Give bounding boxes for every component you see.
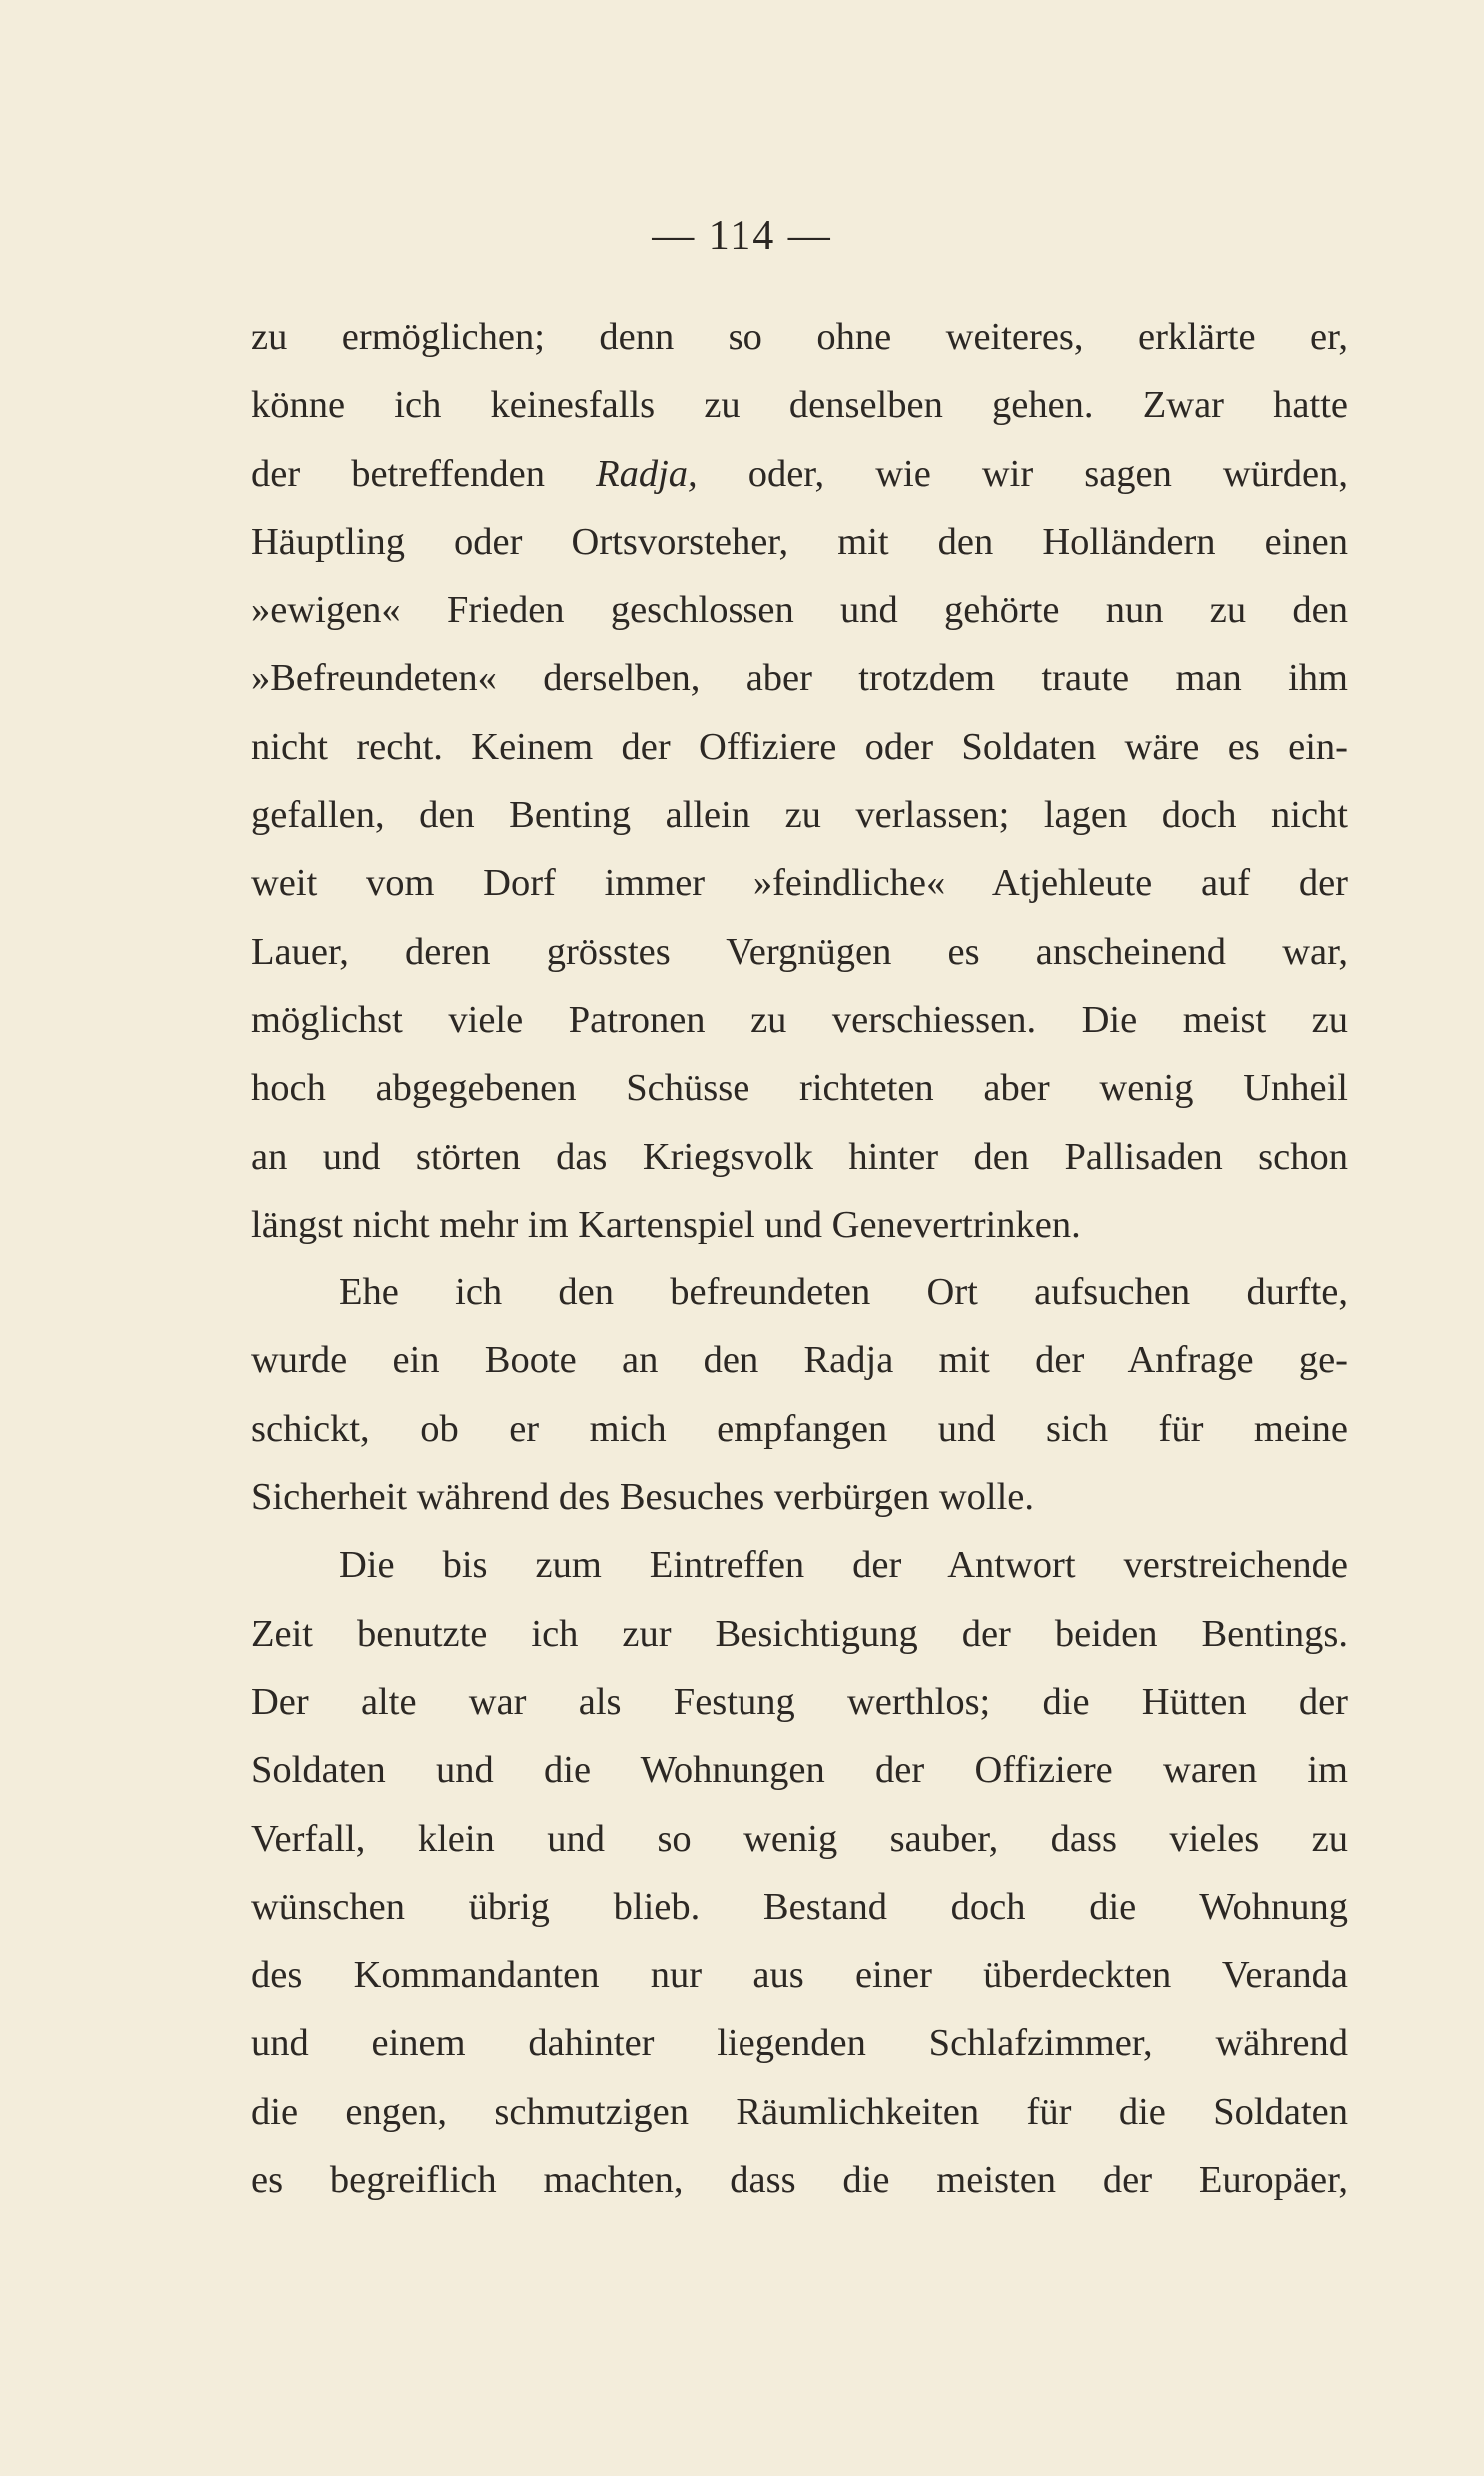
text-line: weit vom Dorf immer »feindliche« Atjehleute auf der xyxy=(251,862,1348,905)
text-line: Der alte war als Festung werthlos; die Hütten der xyxy=(251,1680,1348,1723)
text-line: Verfall, klein und so wenig sauber, dass vieles zu xyxy=(251,1817,1348,1860)
text-line: Ehe ich den befreundeten Ort aufsuchen durfte, xyxy=(339,1271,1348,1314)
text-line: Zeit benutzte ich zur Besichtigung der beiden Bentings. xyxy=(251,1612,1348,1655)
text-line: der betreffenden Radja, oder, wie wir sagen würden, xyxy=(251,452,1348,495)
text-line: nicht recht. Keinem der Offiziere oder Soldaten wäre es ein- xyxy=(251,725,1348,768)
text-line: es begreiflich machten, dass die meisten der Europäer, xyxy=(251,2159,1348,2202)
text-line: des Kommandanten nur aus einer überdeckten Veranda xyxy=(251,1954,1348,1997)
text-line: könne ich keinesfalls zu denselben gehen. Zwar hatte xyxy=(251,384,1348,427)
text-line: Sicherheit während des Besuches verbürgen wolle. xyxy=(251,1476,1035,1519)
body-text xyxy=(251,303,1348,2214)
text-line: Soldaten und die Wohnungen der Offiziere waren im xyxy=(251,1749,1348,1792)
text-line: gefallen, den Benting allein zu verlassen; lagen doch nicht xyxy=(251,794,1348,837)
text-line: Häuptling oder Ortsvorsteher, mit den Holländern einen xyxy=(251,520,1348,563)
text-line: längst nicht mehr im Kartenspiel und Genevertrinken. xyxy=(251,1203,1081,1245)
text-line: schickt, ob er mich empfangen und sich für meine xyxy=(251,1407,1348,1450)
text-line: »ewigen« Frieden geschlossen und gehörte nun zu den xyxy=(251,589,1348,632)
emphasized-word: Radja, xyxy=(596,452,698,495)
text-line: wurde ein Boote an den Radja mit der Anfrage ge- xyxy=(251,1339,1348,1382)
text-line: möglichst viele Patronen zu verschiessen. Die meist zu xyxy=(251,998,1348,1041)
page-number: — 114 — xyxy=(652,213,832,259)
text-line: an und störten das Kriegsvolk hinter den Pallisaden schon xyxy=(251,1135,1348,1178)
text-line: hoch abgegebenen Schüsse richteten aber wenig Unheil xyxy=(251,1067,1348,1110)
text-line: Lauer, deren grösstes Vergnügen es anscheinend war, xyxy=(251,930,1348,973)
text-line: die engen, schmutzigen Räumlichkeiten für die Soldaten xyxy=(251,2090,1348,2133)
text-line: und einem dahinter liegenden Schlafzimmer, während xyxy=(251,2022,1348,2065)
text-line: wünschen übrig blieb. Bestand doch die Wohnung xyxy=(251,1885,1348,1928)
text-line: zu ermöglichen; denn so ohne weiteres, erklärte er, xyxy=(251,316,1348,358)
text-line: Die bis zum Eintreffen der Antwort verstreichende xyxy=(339,1544,1348,1587)
text-line: »Befreundeten« derselben, aber trotzdem traute man ihm xyxy=(251,657,1348,700)
